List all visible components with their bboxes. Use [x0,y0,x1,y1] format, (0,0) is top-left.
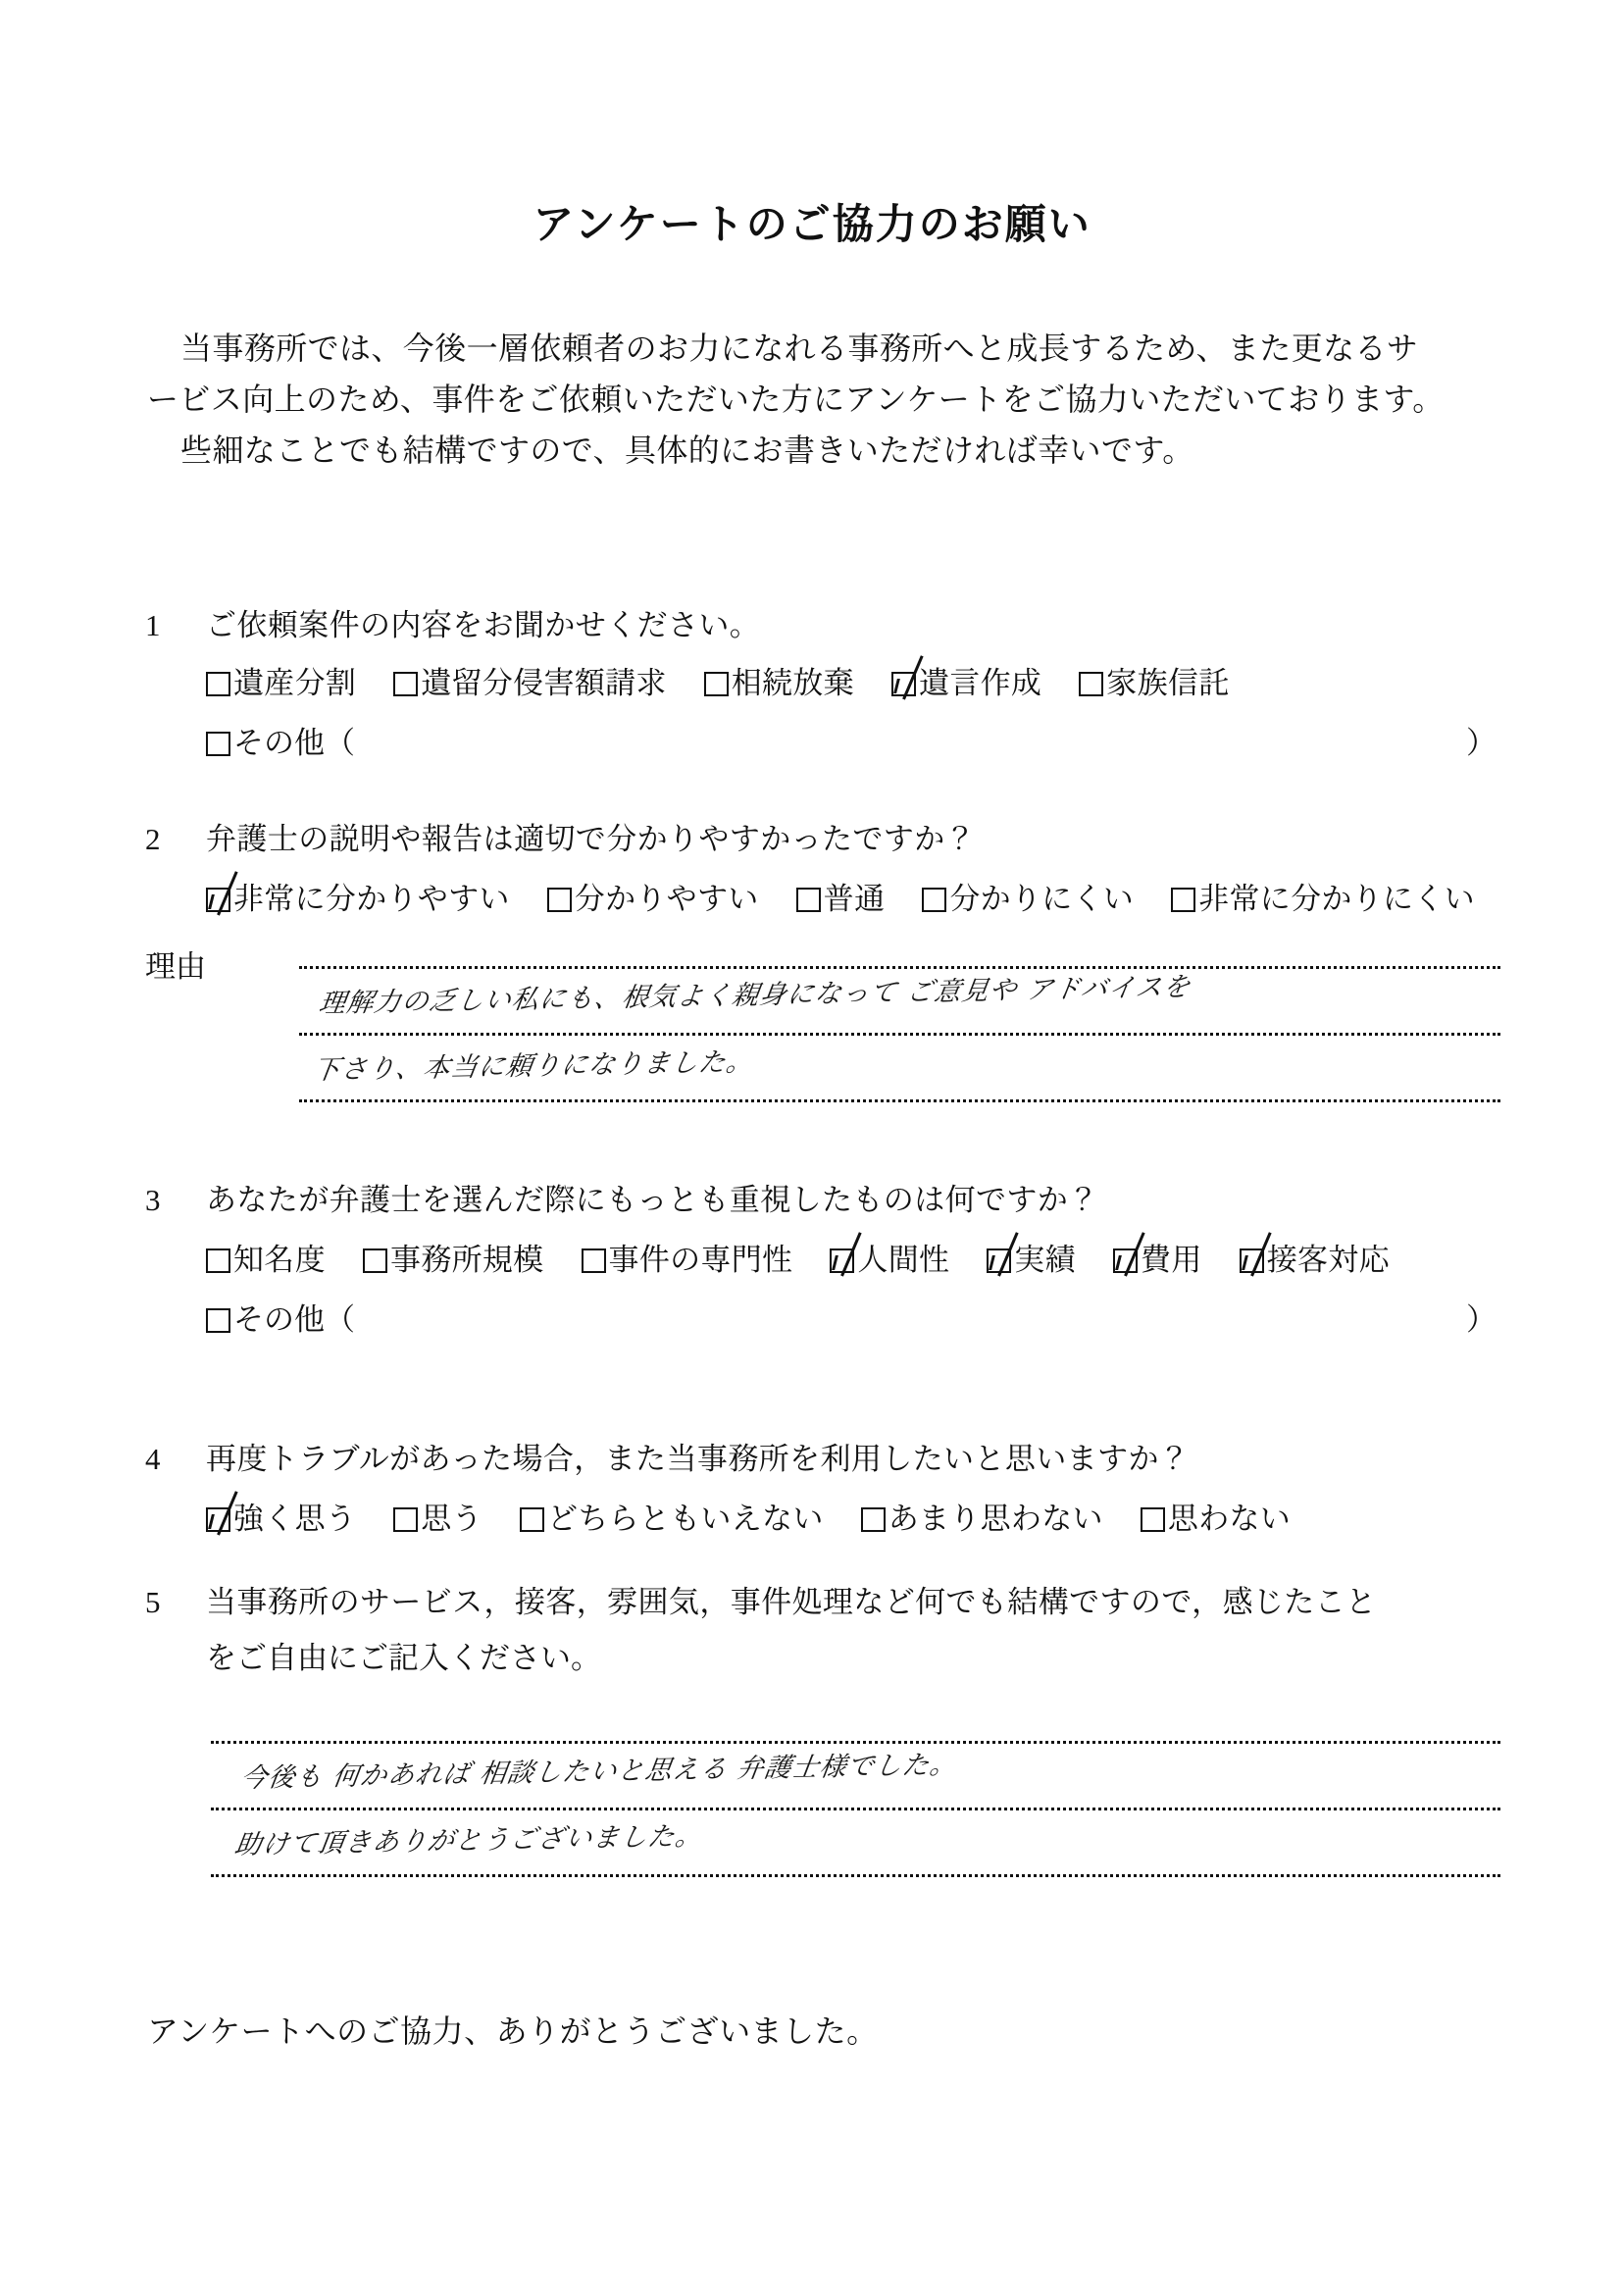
close-paren: ） [1466,726,1497,760]
option-label: 思う [421,1502,482,1536]
question-4-heading [145,1434,1518,1478]
option-kazoku-shintaku[interactable] [1079,658,1229,702]
handwritten-answer-line: 理解力の乏しい私にも、根気よく親身になって ご意見や アドバイスを [317,971,1193,1020]
question-2-options [145,874,1518,918]
checkbox-checked-icon[interactable] [1113,1248,1138,1273]
intro-line-3: 些細なことでも結構ですので、具体的にお書きいただければ幸いです。 [180,432,1194,468]
option-jisseki[interactable] [987,1235,1076,1279]
option-iryubun-shingaigaku-seikyu[interactable] [393,658,666,702]
question-1-heading [145,600,1518,644]
question-1 [145,600,1518,762]
checkbox-icon[interactable] [704,672,729,696]
checkbox-icon[interactable] [206,732,230,756]
option-ningensei[interactable] [830,1235,949,1279]
reason-label: 理由 [145,949,206,984]
option-hijou-ni-wakariyasui[interactable] [206,874,510,918]
checkbox-icon[interactable] [206,672,230,696]
option-jiken-no-senmonsei[interactable] [582,1235,793,1279]
question-4-options [145,1494,1518,1538]
checkbox-checked-icon[interactable] [987,1248,1011,1273]
question-4-number: 4 [145,1442,161,1476]
other-label: その他 [233,726,325,760]
checkbox-checked-icon[interactable] [206,888,230,912]
checkbox-icon[interactable] [1141,1507,1165,1532]
handwritten-answer-line: 下さり、本当に頼りになりました。 [311,1046,756,1087]
option-dochira-tomo-ienai[interactable] [520,1494,824,1538]
question-3 [145,1175,1518,1339]
question-4 [145,1434,1518,1538]
writing-rule [299,1099,1500,1102]
option-label: 非常に分かりやすい [233,882,510,916]
option-label: 相続放棄 [731,666,854,700]
other-label: その他 [233,1302,325,1337]
option-wakariyasui[interactable] [547,874,759,918]
question-1-text: ご依頼案件の内容をお聞かせください。 [206,608,761,642]
checkbox-icon[interactable] [206,1248,230,1273]
checkbox-icon[interactable] [520,1507,544,1532]
question-2 [145,814,1518,918]
question-3-heading [145,1175,1518,1219]
question-2-answer-area[interactable] [299,966,1500,1103]
option-jimusho-kibo[interactable] [363,1235,544,1279]
writing-rule [211,1808,1500,1810]
option-label: 遺産分割 [233,666,357,700]
question-3-text: あなたが弁護士を選んだ際にもっとも重視したものは何ですか？ [206,1183,1099,1217]
option-futsuu[interactable] [796,874,886,918]
question-2-number: 2 [145,822,161,856]
checkbox-icon[interactable] [861,1507,886,1532]
intro-paragraph [147,324,1500,476]
question-3-number: 3 [145,1183,161,1217]
checkbox-icon[interactable] [206,1308,230,1333]
question-2-text: 弁護士の説明や報告は適切で分かりやすかったですか？ [206,822,976,856]
option-label: 費用 [1141,1243,1202,1277]
option-sekkyaku-taiou[interactable] [1240,1235,1390,1279]
checkbox-icon[interactable] [582,1248,606,1273]
checkbox-icon[interactable] [1079,672,1103,696]
question-5-text-line-2: をご自由にご記入ください。 [206,1641,601,1675]
checkbox-icon[interactable] [393,1507,418,1532]
option-label: 知名度 [233,1243,326,1277]
option-label: 非常に分かりにくい [1198,882,1475,916]
option-label: 普通 [823,882,886,916]
option-label: 人間性 [857,1243,950,1277]
option-label: 強く思う [233,1502,357,1536]
question-5-answer-area[interactable] [211,1741,1500,1878]
option-label: 接客対応 [1266,1243,1390,1277]
checkbox-checked-icon[interactable] [830,1248,854,1273]
option-label: どちらともいえない [546,1502,824,1536]
question-2-heading [145,814,1518,858]
page-title: アンケートのご協力のお願い [533,200,1091,248]
writing-rule [211,1874,1500,1877]
open-paren: （ [325,726,355,760]
option-label: 分かりやすい [574,882,759,916]
writing-rule [211,1741,1500,1744]
question-1-options [145,658,1518,702]
handwritten-answer-line: 今後も 何かあれば 相談したいと思える 弁護士様でした。 [238,1750,960,1795]
option-label: 家族信託 [1106,666,1230,700]
option-yuigon-sakusei[interactable] [891,658,1041,702]
writing-rule [299,966,1500,969]
option-hijou-ni-wakarinikui[interactable] [1171,874,1475,918]
question-5 [145,1577,1518,1677]
intro-line-2: ービス向上のため、事件をご依頼いただいた方にアンケートをご協力いただいております。 [147,381,1445,417]
option-label: 事件の専門性 [608,1243,793,1277]
option-label: 思わない [1167,1502,1292,1536]
question-5-text-line-1: 当事務所のサービス，接客，雰囲気，事件処理など何でも結構ですので，感じたこと [206,1585,1377,1619]
option-label: 分かりにくい [949,882,1135,916]
close-paren: ） [1466,1302,1497,1337]
question-1-other-row[interactable] [145,718,1518,762]
question-3-other-row[interactable] [145,1295,1518,1339]
option-wakarinikui[interactable] [922,874,1134,918]
closing-message: アンケートへのご協力、ありがとうございました。 [147,2013,879,2049]
option-hiyou[interactable] [1113,1235,1202,1279]
intro-line-1: 当事務所では、今後一層依頼者のお力になれる事務所へと成長するため、また更なるサ [180,331,1419,366]
option-amari-omowanai[interactable] [861,1494,1103,1538]
checkbox-icon[interactable] [922,888,946,912]
question-1-number: 1 [145,608,161,642]
option-label: あまり思わない [888,1502,1103,1536]
open-paren: （ [325,1302,355,1337]
checkbox-checked-icon[interactable] [891,672,916,696]
option-label: 実績 [1014,1243,1076,1277]
option-omowanai[interactable] [1141,1494,1291,1538]
checkbox-icon[interactable] [363,1248,387,1273]
option-chimeido[interactable] [206,1235,326,1279]
option-label: 事務所規模 [389,1243,544,1277]
option-label: 遺言作成 [919,666,1042,700]
question-4-text: 再度トラブルがあった場合，また当事務所を利用したいと思いますか？ [206,1442,1191,1476]
option-tsuyoku-omou[interactable] [206,1494,356,1538]
checkbox-icon[interactable] [796,888,821,912]
question-5-heading [145,1577,1518,1621]
option-omou[interactable] [393,1494,482,1538]
question-5-number: 5 [145,1585,161,1619]
handwritten-answer-line: 助けて頂きありがとうございました。 [232,1820,705,1861]
checkbox-icon[interactable] [393,672,418,696]
question-3-options [145,1235,1518,1279]
option-label: 遺留分侵害額請求 [421,666,667,700]
option-isan-bunkatsu[interactable] [206,658,356,702]
checkbox-checked-icon[interactable] [206,1507,230,1532]
checkbox-icon[interactable] [1171,888,1195,912]
checkbox-checked-icon[interactable] [1240,1248,1264,1273]
checkbox-icon[interactable] [547,888,572,912]
writing-rule [299,1033,1500,1036]
option-sozoku-hoki[interactable] [704,658,854,702]
